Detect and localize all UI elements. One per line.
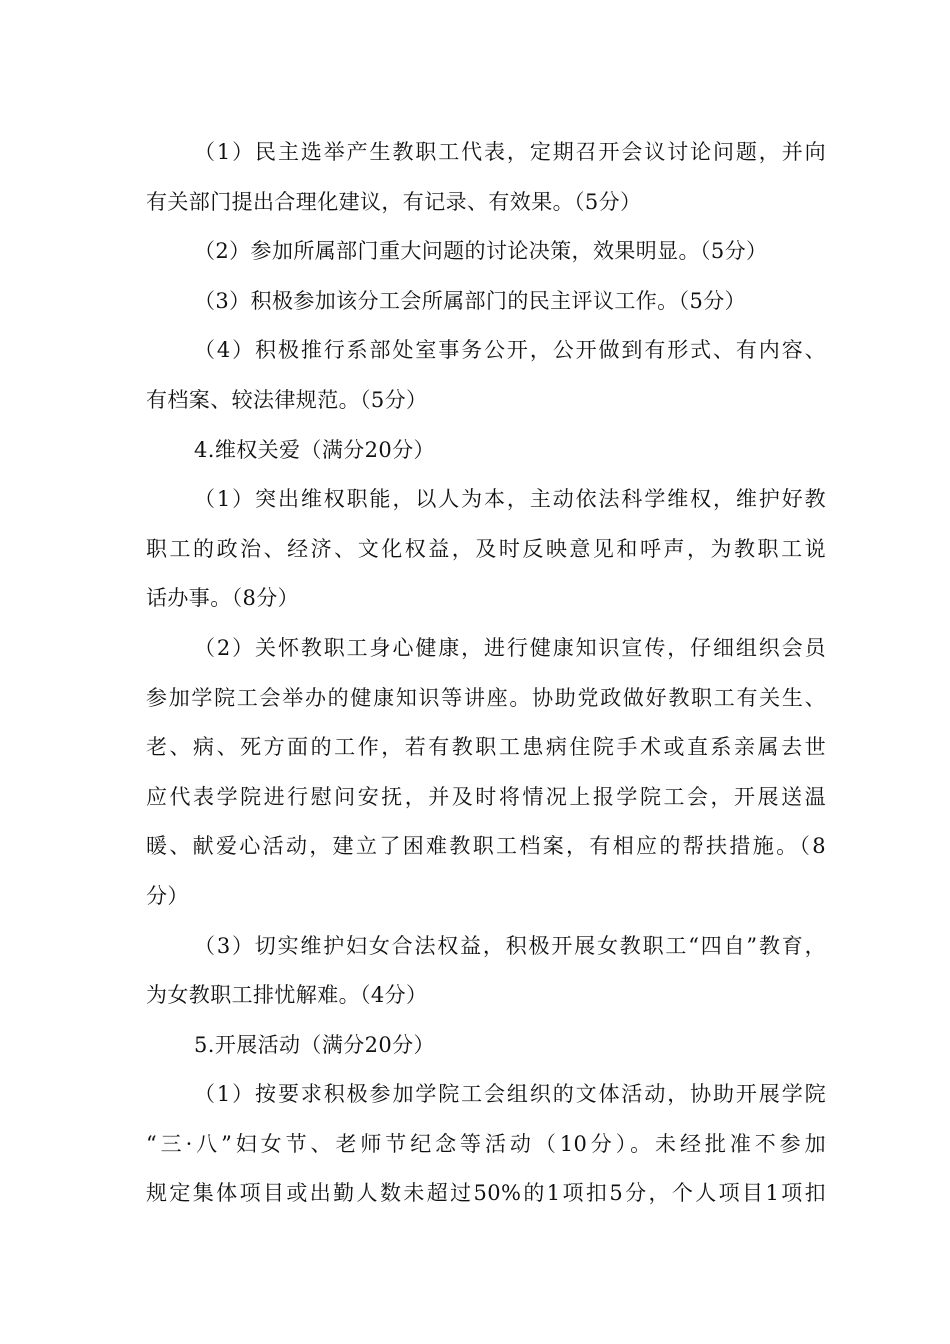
- text-line: 暖、献爱心活动，建立了困难教职工档案，有相应的帮扶措施。（8: [146, 834, 826, 859]
- text-line: （1）突出维权职能，以人为本，主动依法科学维权，维护好教: [194, 487, 826, 512]
- text-line: 职工的政治、经济、文化权益，及时反映意见和呼声，为教职工说: [146, 536, 826, 561]
- text-line: （2）关怀教职工身心健康，进行健康知识宣传，仔细组织会员: [194, 635, 826, 660]
- text-line: （2）参加所属部门重大问题的讨论决策，效果明显。（5分）: [194, 239, 768, 264]
- text-line: 有档案、较法律规范。（5分）: [146, 387, 428, 412]
- text-line: （3）切实维护妇女合法权益，积极开展女教职工“四自”教育，: [194, 933, 826, 958]
- text-line: （4）积极推行系部处室事务公开，公开做到有形式、有内容、: [194, 338, 826, 363]
- document-body: [146, 128, 826, 1219]
- text-line: （1）按要求积极参加学院工会组织的文体活动，协助开展学院: [194, 1082, 826, 1107]
- text-line: 有关部门提出合理化建议，有记录、有效果。（5分）: [146, 189, 642, 214]
- text-line: 为女教职工排忧解难。（4分）: [146, 983, 428, 1008]
- text-line: 参加学院工会举办的健康知识等讲座。协助党政做好教职工有关生、: [146, 685, 826, 710]
- text-line: “三·八”妇女节、老师节纪念等活动（10分）。未经批准不参加: [146, 1131, 826, 1156]
- text-line: 规定集体项目或出勤人数未超过50%的1项扣5分，个人项目1项扣: [146, 1181, 826, 1206]
- text-line: 分）: [146, 883, 189, 908]
- text-line: 应代表学院进行慰问安抚，并及时将情况上报学院工会，开展送温: [146, 784, 826, 809]
- text-line: 话办事。（8分）: [146, 586, 300, 611]
- text-line: 老、病、死方面的工作，若有教职工患病住院手术或直系亲属去世: [146, 735, 826, 760]
- section-heading: 5.开展活动（满分20分）: [194, 1032, 435, 1057]
- text-line: （1）民主选举产生教职工代表，定期召开会议讨论问题，并向: [194, 140, 826, 164]
- text-line: （3）积极参加该分工会所属部门的民主评议工作。（5分）: [194, 288, 747, 313]
- section-heading: 4.维权关爱（满分20分）: [194, 437, 435, 462]
